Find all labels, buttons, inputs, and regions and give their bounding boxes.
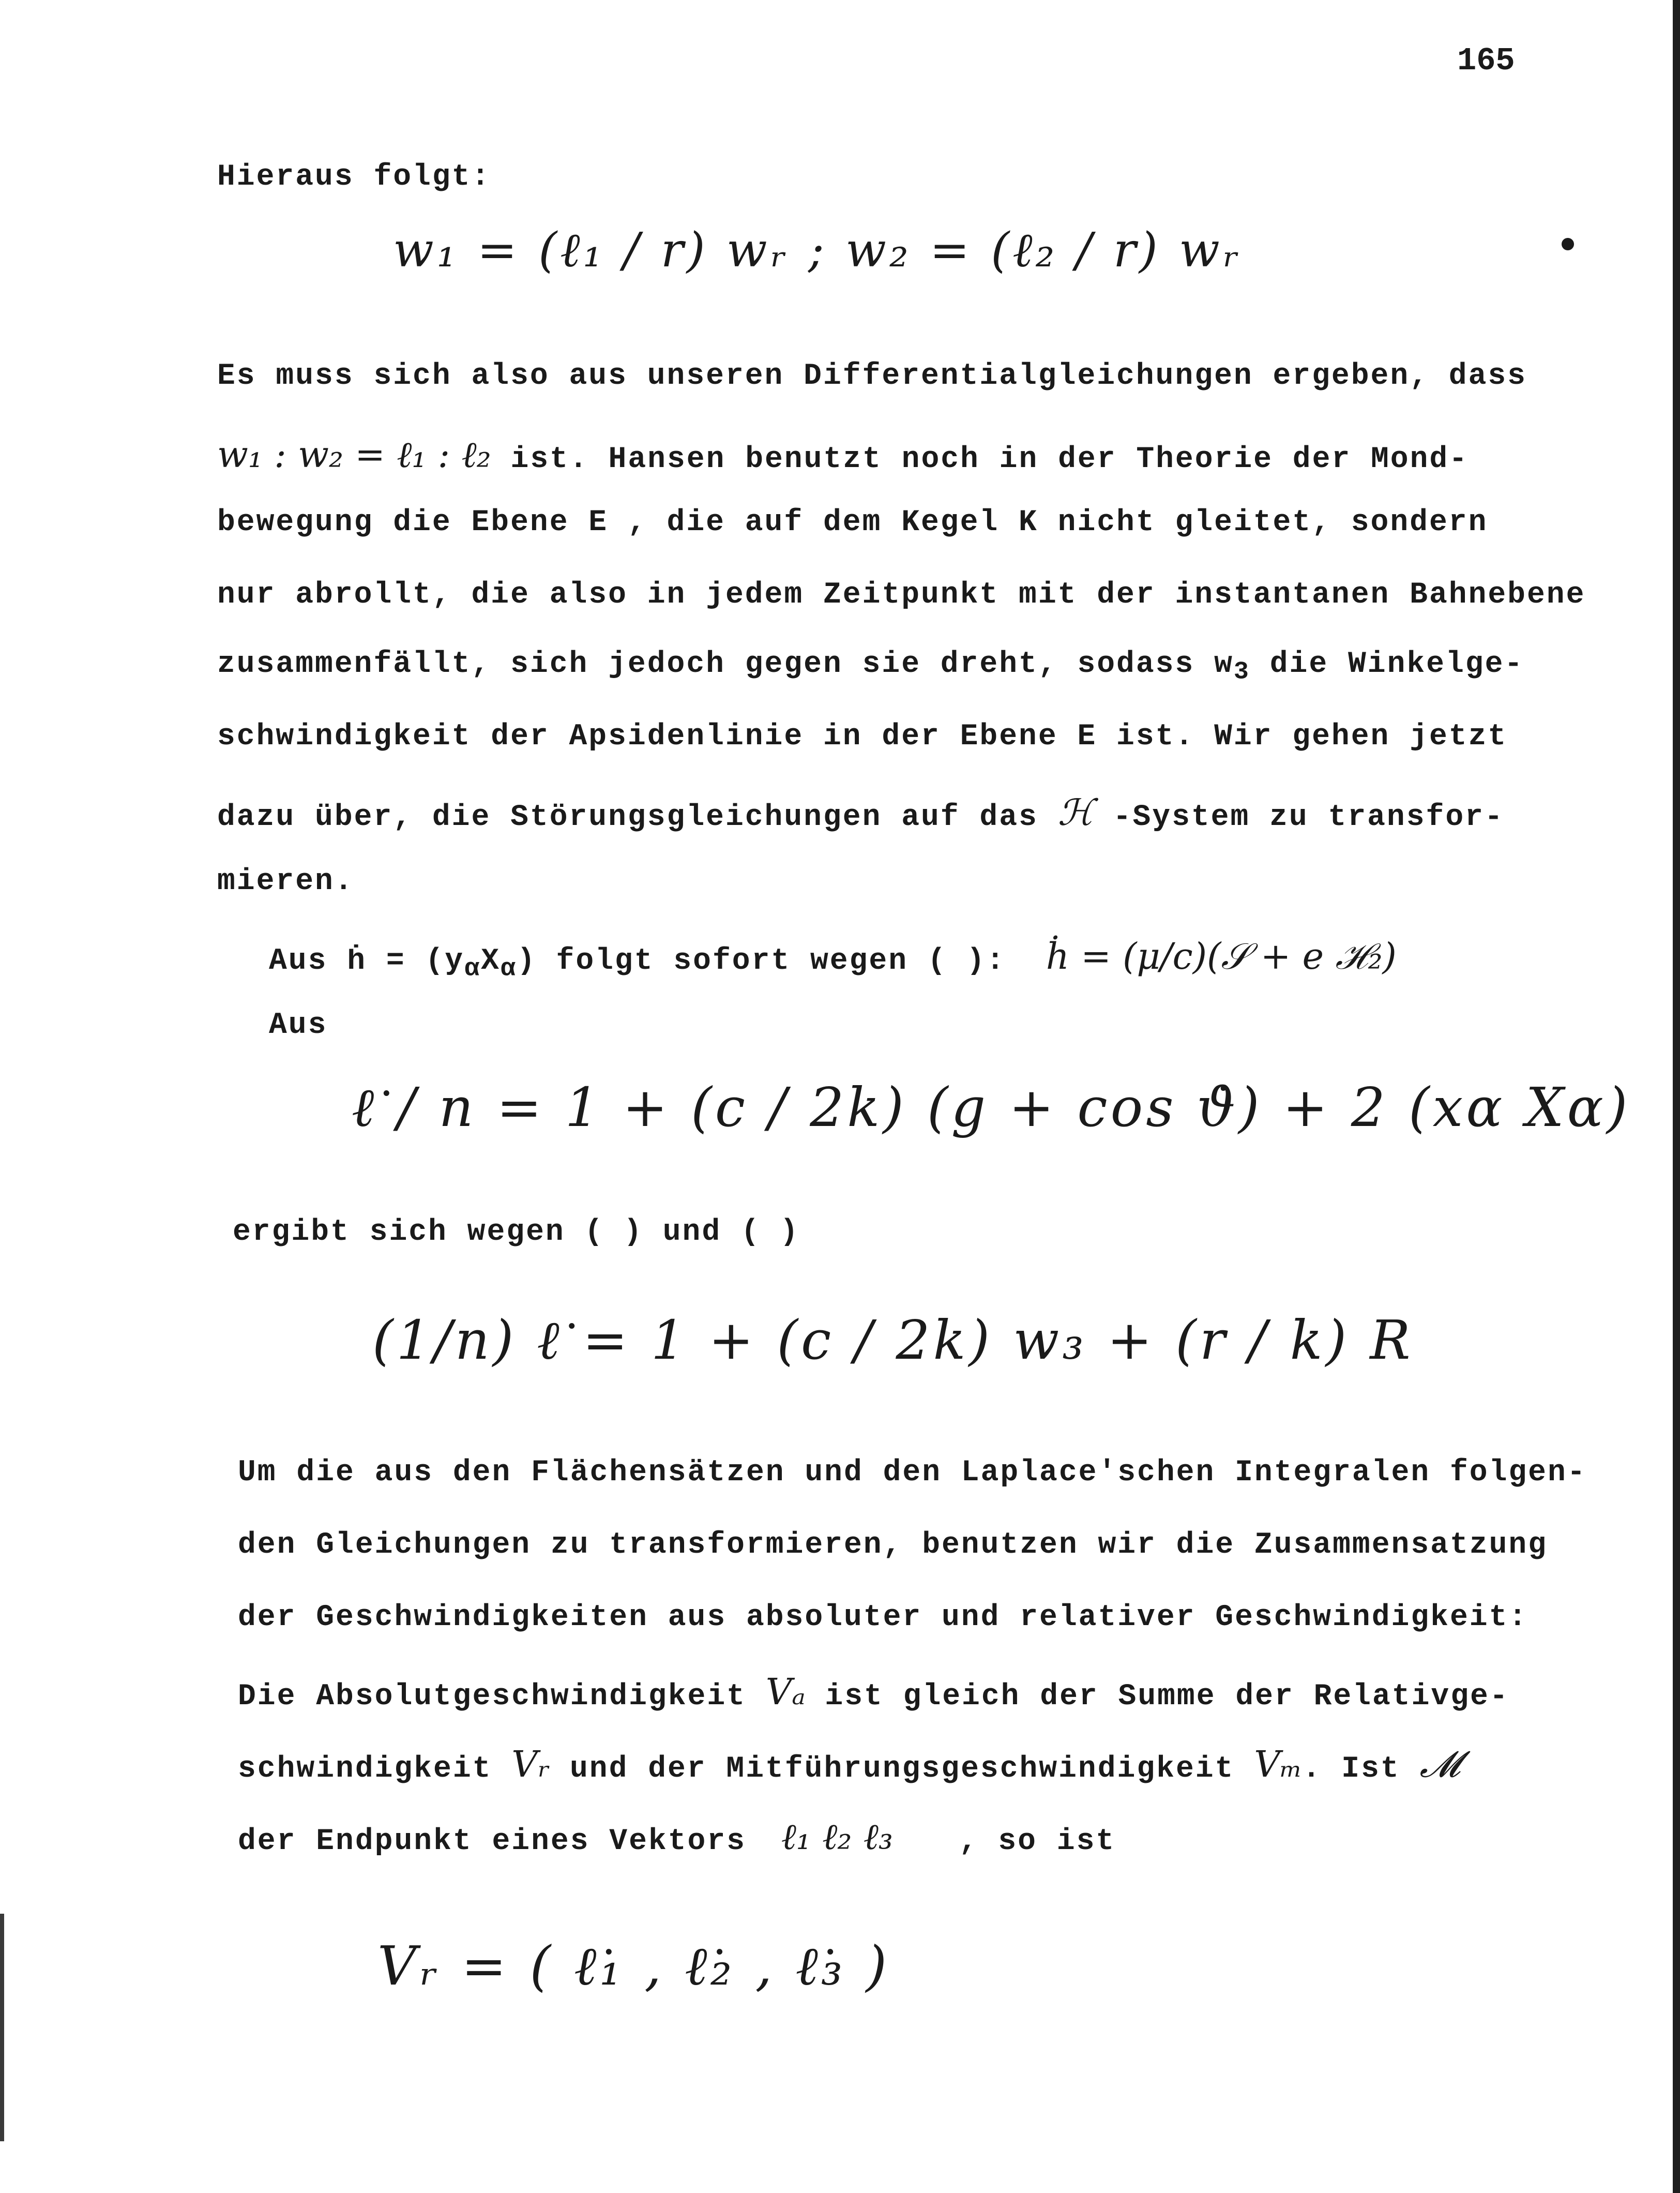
text-line-8-a: dazu über, die Störungsgleichungen auf das [217,801,1038,834]
text-line-7: schwindigkeit der Apsidenlinie in der Ebene E ist. Wir gehen jetzt [217,720,1508,754]
ink-dot [1562,238,1574,250]
inline-formula-h-dot: ḣ = (μ/c)(𝒮 + e ℋ₂) [1046,935,1397,978]
text-line-8 [217,791,1655,834]
text-line-10 [269,935,1680,983]
scan-edge-shadow [1673,0,1680,2193]
formula-w1-w2: w₁ = (ℓ₁ / r) wᵣ ; w₂ = (ℓ₂ / r) wᵣ [393,222,1243,278]
formula-l-dot-over-n: ℓ̇ / n = 1 + (c / 2k) (g + cos ϑ̇) + 2 (xα Xα) [352,1076,1631,1139]
text-line-11: Aus [269,1009,328,1042]
text-line-16: den Gleichungen zu transformieren, benutzen wir die Zusammensatzung [238,1528,1548,1562]
scan-edge-shadow-left [0,1914,4,2141]
absolute-velocity-symbol: Vₐ [765,1671,806,1713]
text-line-4: bewegung die Ebene E , die auf dem Kegel K nicht gleitet, sondern [217,506,1488,539]
transport-velocity-symbol: Vₘ [1254,1743,1303,1785]
relative-velocity-symbol: Vᵣ [511,1743,551,1785]
text-line-18-b: ist gleich der Summe der Relativge- [825,1680,1509,1714]
text-line-10-c: ) folgt sofort wegen ( ): [517,944,1006,978]
text-line-13: ergibt sich wegen ( ) und ( ) [233,1215,800,1249]
text-line-1: Hieraus folgt: [217,160,491,194]
text-line-2: Es muss sich also aus unseren Differentialgleichungen ergeben, dass [217,359,1527,393]
text-line-20 [238,1815,1675,1858]
text-line-8-b: -System zu transfor- [1113,801,1504,834]
text-line-10-a: Aus ḣ = (y [269,944,465,978]
text-line-19-c: . Ist [1302,1752,1400,1786]
subscript-alpha-2: α [500,954,517,983]
formula-relative-velocity: Vᵣ = ( ℓ̇₁ , ℓ̇₂ , ℓ̇₃ ) [377,1934,890,1997]
text-line-3 [217,433,1655,476]
text-line-5: nur abrollt, die also in jedem Zeitpunkt mit der instantanen Bahnebene [217,578,1586,612]
text-line-9: mieren. [217,865,354,898]
text-line-18-a: Die Absolutgeschwindigkeit [238,1680,746,1714]
text-line-18 [238,1671,1675,1714]
point-m-symbol: 𝓜 [1419,1743,1460,1785]
text-line-20-a: der Endpunkt eines Vektors [238,1825,746,1858]
text-line-6 [217,648,1655,686]
text-line-3-rest: ist. Hansen benutzt noch in der Theorie der Mond- [510,443,1469,476]
formula-l-dot-result: (1/n) ℓ̇ = 1 + (c / 2k) w₃ + (r / k) R [372,1309,1414,1372]
vector-components-symbol: ℓ₁ ℓ₂ ℓ₃ [781,1815,893,1858]
subscript-3: 3 [1233,657,1250,686]
script-h-symbol: ℋ [1057,791,1094,834]
text-line-19-a: schwindigkeit [238,1752,492,1786]
text-line-17: der Geschwindigkeiten aus absoluter und relativer Geschwindigkeit: [238,1601,1528,1634]
subscript-alpha-1: α [464,954,481,983]
text-line-6-b: die Winkelge- [1269,648,1524,681]
inline-formula-ratio: w₁ : w₂ = ℓ₁ : ℓ₂ [217,433,491,476]
text-line-15: Um die aus den Flächensätzen und den Laplace'schen Integralen folgen- [238,1456,1587,1490]
text-line-19-b: und der Mitführungsgeschwindigkeit [569,1752,1235,1786]
text-line-19 [238,1743,1675,1786]
page-number: 165 [1457,42,1515,79]
text-line-20-b: , so ist [959,1825,1116,1858]
text-line-10-b: X [481,944,501,978]
text-line-6-a: zusammenfällt, sich jedoch gegen sie dreht, sodass w [217,648,1234,681]
